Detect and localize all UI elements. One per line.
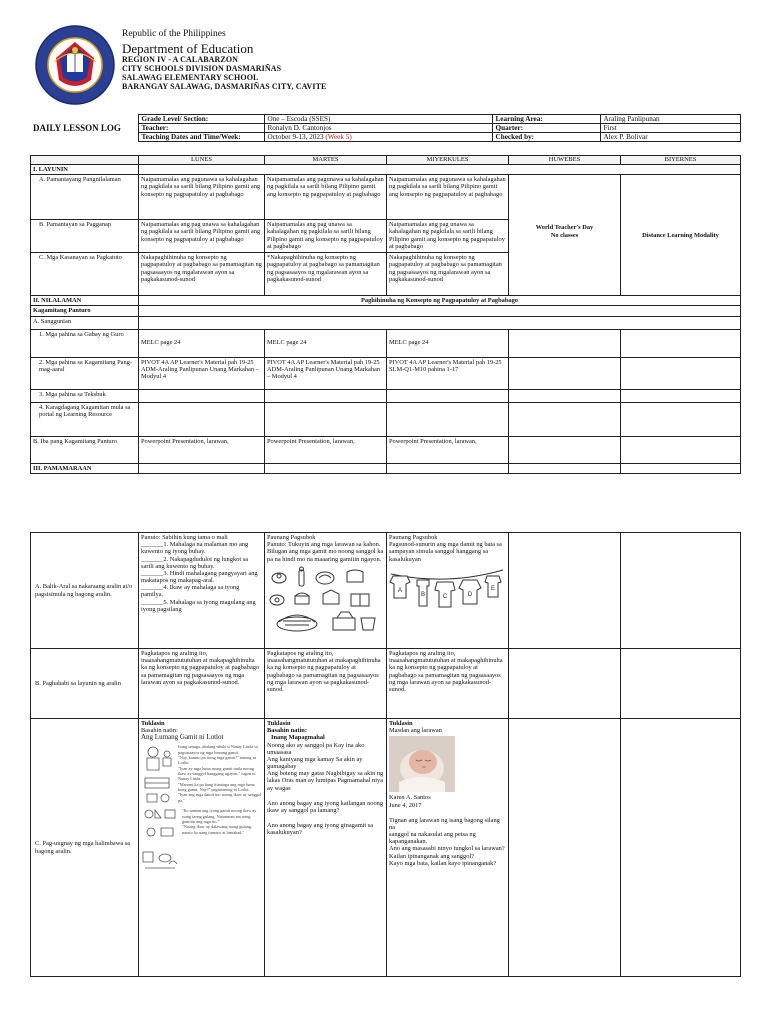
area-value: Araling Panlipunan [600,115,740,124]
lm-tue: PIVOT 4A AP Learner's Material pah 19-25 ADM-Araling Panlipunan Unang Markahan – Modyul 4 [265,357,387,389]
pamantayang-wed: Naipamamalas ang pagunawa sa kahalagahan ng pagkilala sa sarili bilang Pilipino gamit ang konsepto ng pagpapatuloy at pagbabago [387,175,509,220]
agency-block [122,29,326,92]
pag-uugnay-label: C. Pag-uugnay ng mga halimbawa sa bagong aralin. [31,719,139,977]
teksbuk-mon [139,389,265,402]
teksbuk-label: 3. Mga pahina sa Teksbuk [31,389,139,402]
nilalaman-heading: II. NILALAMAN [31,296,139,306]
iba-mon: Powerpoint Presentation, larawan, [139,436,265,463]
layunin-heading: I. LAYUNIN [31,165,139,175]
story-block [141,744,262,804]
region-line: REGION IV - A CALABARZON [122,55,239,65]
sanggunian-blank [139,316,741,329]
iba-wed: Powerpoint Presentation, larawan, [387,436,509,463]
paghahabi-mon: Pagkatapos ng araling ito, inaasahangmatututuhan at makapaghihinuha ka ng konsepto ng pagpapatuloy at pagbabago sa pamamagitan ng pagsasaayos ng mga larawan ayon sa pagkakasunod-sunod. [139,649,265,719]
toys-illustration-icon [141,808,179,874]
pag-uugnay-mon [139,719,265,977]
pag-uugnay-fri [621,719,741,977]
lm-thu [509,357,621,389]
day-huwebes: HUWEBES [509,156,621,165]
iba-tue: Powerpoint Presentation, larawan, [265,436,387,463]
pamamaraan-fri [621,463,741,473]
poem-title: Inang Mapagmahal [271,734,325,742]
thursday-note [509,175,621,296]
newborn-photo [389,736,455,792]
balik-aral-wed-text: Paunang Pagsubok Pagsunod-sunurin ang mga damit ng bata sa sampayan simula sanggol hanggang sa kasalukuyan [389,534,502,563]
division-line: CITY SCHOOLS DIVISION DASMARIÑAS [122,64,282,74]
lr-portal-thu [509,402,621,436]
pamantayan-wed: Naipamamalas ang pag unawa sa kahalagahan ng pagkilala sa sarili bilang Pilipino gamit ang konsepto ng pagpapatuloy at pagbabago [387,220,509,253]
story-title: Ang Lumang Gamit ni Lotlot [141,733,224,742]
teacher-label: Teacher: [138,124,264,133]
pamantayan-tue: Naipamamalas ang pag unawa sa kahalagahan ng pagkilala sa sarili bilang Pilipino gamit ang konsepto ng pagpapatuloy at pagbabago [265,220,387,253]
pamantayan-mon: Naipamamalas ang pag unawa sa kahalagahan ng pagkilala sa sarili bilang Pilipino gamit ang konsepto ng pagpapatuloy at pagbabago [139,220,265,253]
kagamitan-blank [139,306,741,316]
layunin-blank [139,165,741,175]
quarter-value: First [600,124,740,133]
dates-value: October 9-13, 2023 [267,133,324,142]
gabay-guro-mon: MELC page 24 [139,329,265,357]
dll-title: DAILY LESSON LOG [30,115,138,142]
lesson-table [30,155,741,474]
clothes-letter-a: A [397,587,403,594]
clothes-letter-e: E [490,585,496,592]
pamantayang-label: A. Pamantayang Pangnilalaman [31,175,139,220]
pag-uugnay-wed [387,719,509,977]
dates-cell [264,133,492,142]
gabay-guro-wed: MELC page 24 [387,329,509,357]
quarter-label: Quarter: [492,124,600,133]
kasanayan-mon: Nakapaghihinuha ng konsepto ng pagpapatuloy at pagbabago sa pamamagitan ng pagsasaayos ng mgalarawan ayon sa pagkakasunod-sunod [139,253,265,296]
pamamaraan-mon [139,463,265,473]
day-martes: MARTES [265,156,387,165]
kagamitan-heading: Kagamitang Panturo [31,306,139,316]
balik-aral-wed [387,533,509,649]
checked-value: Alex P. Bolivar [600,133,740,142]
photo-caption: Karen A. Santos June 4, 2017 [389,794,431,809]
checked-label: Checked by: [492,133,600,142]
day-lunes: LUNES [139,156,265,165]
pag-uugnay-thu [509,719,621,977]
friday-note-text: Distance Learning Modality [642,231,719,239]
story-illustration-icon [141,744,175,804]
nilalaman-content: Paghihinuha ng Konsepto ng Pagpapatuloy at Pagbabago [139,296,741,306]
baby-items-illustration [267,566,383,636]
thursday-note-text: World Teacher's Day No classes [535,224,594,239]
pag-uugnay-tue [265,719,387,977]
story-block-2 [141,808,262,874]
lr-portal-tue [265,402,387,436]
balik-aral-mon: Panuto: Sabihin kung tama o mali _______1. Mahalaga na malaman mo ang kuwento ng iyong buhay. _______2. Nakapagdudulot ng lungkot sa sarili ang kuwento ng buhay. _______3. Hindi mahalagang pangyayari ang makatapos ng makapag-aral. _______4. Ikaw ay mahalaga sa iyong pamilya. _______5. Mahalaga sa iyong magulang ang iyong pagsilang [139,533,265,649]
tuklasin-tue: Tuklasin [267,720,291,727]
school-line: SALAWAG ELEMENTARY SCHOOL [122,73,259,83]
tuklasin-wed: Tuklasin [389,720,413,727]
story-text-2: "Ito naman ang iyong gamit noong ikaw ay isang taong gulang. Natutunan mo nang gamitin ang mga ito." "Noong ikaw ay dalawang taong gulang, natuto ka nang tumayo at lumakad." [182,808,257,835]
address-line: BARANGAY SALAWAG, DASMARIÑAS CITY, CAVITE [122,82,327,92]
day-header-blank [31,156,139,165]
paghahabi-wed: Pagkatapos ng araling ito, inaasahangmatututuhan at makapaghihinuha ka ng konsepto ng pagpapatuloy at pagbabago sa pamamagitan ng pagsasaayos ng mga larawan ayon sa pagkakasunod-sunod. [387,649,509,719]
pamantayan-label: B. Pamantayan sa Pagganap [31,220,139,253]
kasanayan-wed: Nakapaghihinuha ng konsepto ng pagpapatuloy at pagbabago sa pamamagitan ng pagsasaayos ng mgalarawan ayon sa pagkakasunod-sunod [387,253,509,296]
masdan-label: Masdan ang larawan [389,727,442,735]
dates-label: Teaching Dates and Time/Week: [138,133,264,142]
iba-label: B. Iba pang Kagamitang Panturo [31,436,139,463]
department-line: Department of Education [122,40,254,56]
day-header-row [31,156,741,165]
teksbuk-tue [265,389,387,402]
pamantayang-mon: Naipamamalas ang pagunawa sa kahalagahan ng pagkilala sa sarili bilang Pilipino gamit ang konsepto ng pagpapatuloy at pagbabago [139,175,265,220]
letterhead [30,24,750,112]
info-table [30,114,741,142]
iba-thu [509,436,621,463]
pamamaraan-thu [509,463,621,473]
day-biyernes: BIYERNES [621,156,741,165]
balik-aral-fri [621,533,741,649]
pamamaraan-tue [265,463,387,473]
lm-wed: PIVOT 4A AP Learner's Material pah 19-25 SLM-Q1-M10 pahina 1-17 [387,357,509,389]
clothes-letter-c: C [442,593,448,600]
gabay-guro-label: 1. Mga pahina sa Gabay ng Guro [31,329,139,357]
gabay-guro-fri [621,329,741,357]
grade-label: Grade Level/ Section: [138,115,264,124]
balik-aral-thu [509,533,621,649]
poem-text: Noong ako ay sanggol pa Kay ina ako umaasasa Ang kaniyang mga kamay Sa akin ay gumagabay Ang boteng may gatas Nagbibigay sa akin ng lakas Oras man ay lumipas Pagmamahal niya ay wagas [267,741,384,792]
lm-mon: PIVOT 4A AP Learner's Material pah 19-25 ADM-Araling Panlipunan Unang Markahan – Modyul 4 [139,357,265,389]
masdan-text: Tignan ang larawan ng isang bagong silang na sanggol na nakasulat ang petsa ng kapanganakan. Ano ang masasabi ninyo tungkol sa larawan? Kailan ipinanganak ang sanggol? Kayo mga bata, kailan kayo ipinanganak? [389,816,505,867]
area-label: Learning Area: [492,115,600,124]
clothes-letter-d: D [467,591,473,598]
basahin-mon: Basahin natin: [141,727,178,735]
lr-portal-fri [621,402,741,436]
teksbuk-thu [509,389,621,402]
iba-fri [621,436,741,463]
grade-value: One – Escoda (SSES) [264,115,492,124]
poem-question-2: Ano anong bagay ang iyong ginagamit sa kasalukuyan? [267,822,374,837]
republic-line: Republic of the Philippines [122,29,226,39]
kasanayan-label: C. Mga Kasanayan sa Pagkatuto [31,253,139,296]
lm-fri [621,357,741,389]
basahin-tue: Basahin natin: [267,727,307,735]
lm-label: 2. Mga pahina sa Kagamitang Pang-mag-aaral [31,357,139,389]
story-text: Isang umaga, abalang-abala si Nanay Linda sa pagsasaayos ng mga lumang gamit. "Nay, kanino po itong mga gamit?" tanong ni Lotlot. "Iyan ay mga luma mong gamit mula noong ikaw ay sanggol hanggang ngayon," tugon ni Nanay Linda. "Marami ka pa bang itinatago ang mga luma kong gamit, Nay?" pagtatanong ni Lotlot. "Iyan ang mga damit mo noong ikaw ay sanggol pa." [178,744,262,803]
clothesline-illustration [389,566,505,628]
paghahabi-label: B. Paghahabi sa layunin ng aralin [31,649,139,719]
day-miyerkules: MIYERKULES [387,156,509,165]
teksbuk-fri [621,389,741,402]
teksbuk-wed [387,389,509,402]
pamamaraan-heading: III. PAMAMARAAN [31,463,139,473]
pamamaraan-wed [387,463,509,473]
paghahabi-fri [621,649,741,719]
pamantayang-tue: Naipamamalas ang pagunawa sa kahalagahan ng pagkilala sa sarili bilang Pilipino gamit ang konsepto ng pagpapatuloy at pagbabago [265,175,387,220]
friday-note [621,175,741,296]
poem-question-1: Ano anong bagay ang iyong kailangan noong ikaw ay sanggol pa lamang? [267,799,384,814]
week-value: (Week 5) [325,133,352,142]
balik-aral-label: A. Balik-Aral sa nakaraang aralin at/o pagsisimula ng bagong aralin. [31,533,139,649]
balik-aral-tue-text: Paunang Pagsubok Panuto: Tukuyin ang mga larawan sa kahon. Bilugan ang mga gamit mo noong sanggol ka pa na hindi mo na maaaring gamitin ngayon. [267,534,384,563]
deped-seal-icon [34,24,116,106]
teacher-value: Ronalyn D. Cantonjos [264,124,492,133]
procedure-table [30,532,741,977]
sanggunian-label: A. Sanggunian [31,316,139,329]
kasanayan-tue: *Nakapaghihinuha ng konsepto ng pagpapatuloy at pagbabago sa pamamagitan ng pagsasaayos ng mgalarawan ayon sa pagkakasunod-sunod [265,253,387,296]
clothes-letter-b: B [420,591,426,598]
gabay-guro-thu [509,329,621,357]
paghahabi-tue: Pagkatapos ng araling ito, inaasahangmatututuhan at makapaghihinuha ka ng konsepto ng pagpapatuloy at pagbabago sa pamamagitan ng pagsasaayos ng mga larawan ayon sa pagkakasunod-sunod. [265,649,387,719]
lr-portal-mon [139,402,265,436]
gabay-guro-tue: MELC page 24 [265,329,387,357]
balik-aral-tue [265,533,387,649]
paghahabi-thu [509,649,621,719]
tuklasin-mon: Tuklasin [141,720,165,727]
lr-portal-label: 4. Karagdagang Kagamitan mula sa portal ng Learning Resource [31,402,139,436]
lr-portal-wed [387,402,509,436]
